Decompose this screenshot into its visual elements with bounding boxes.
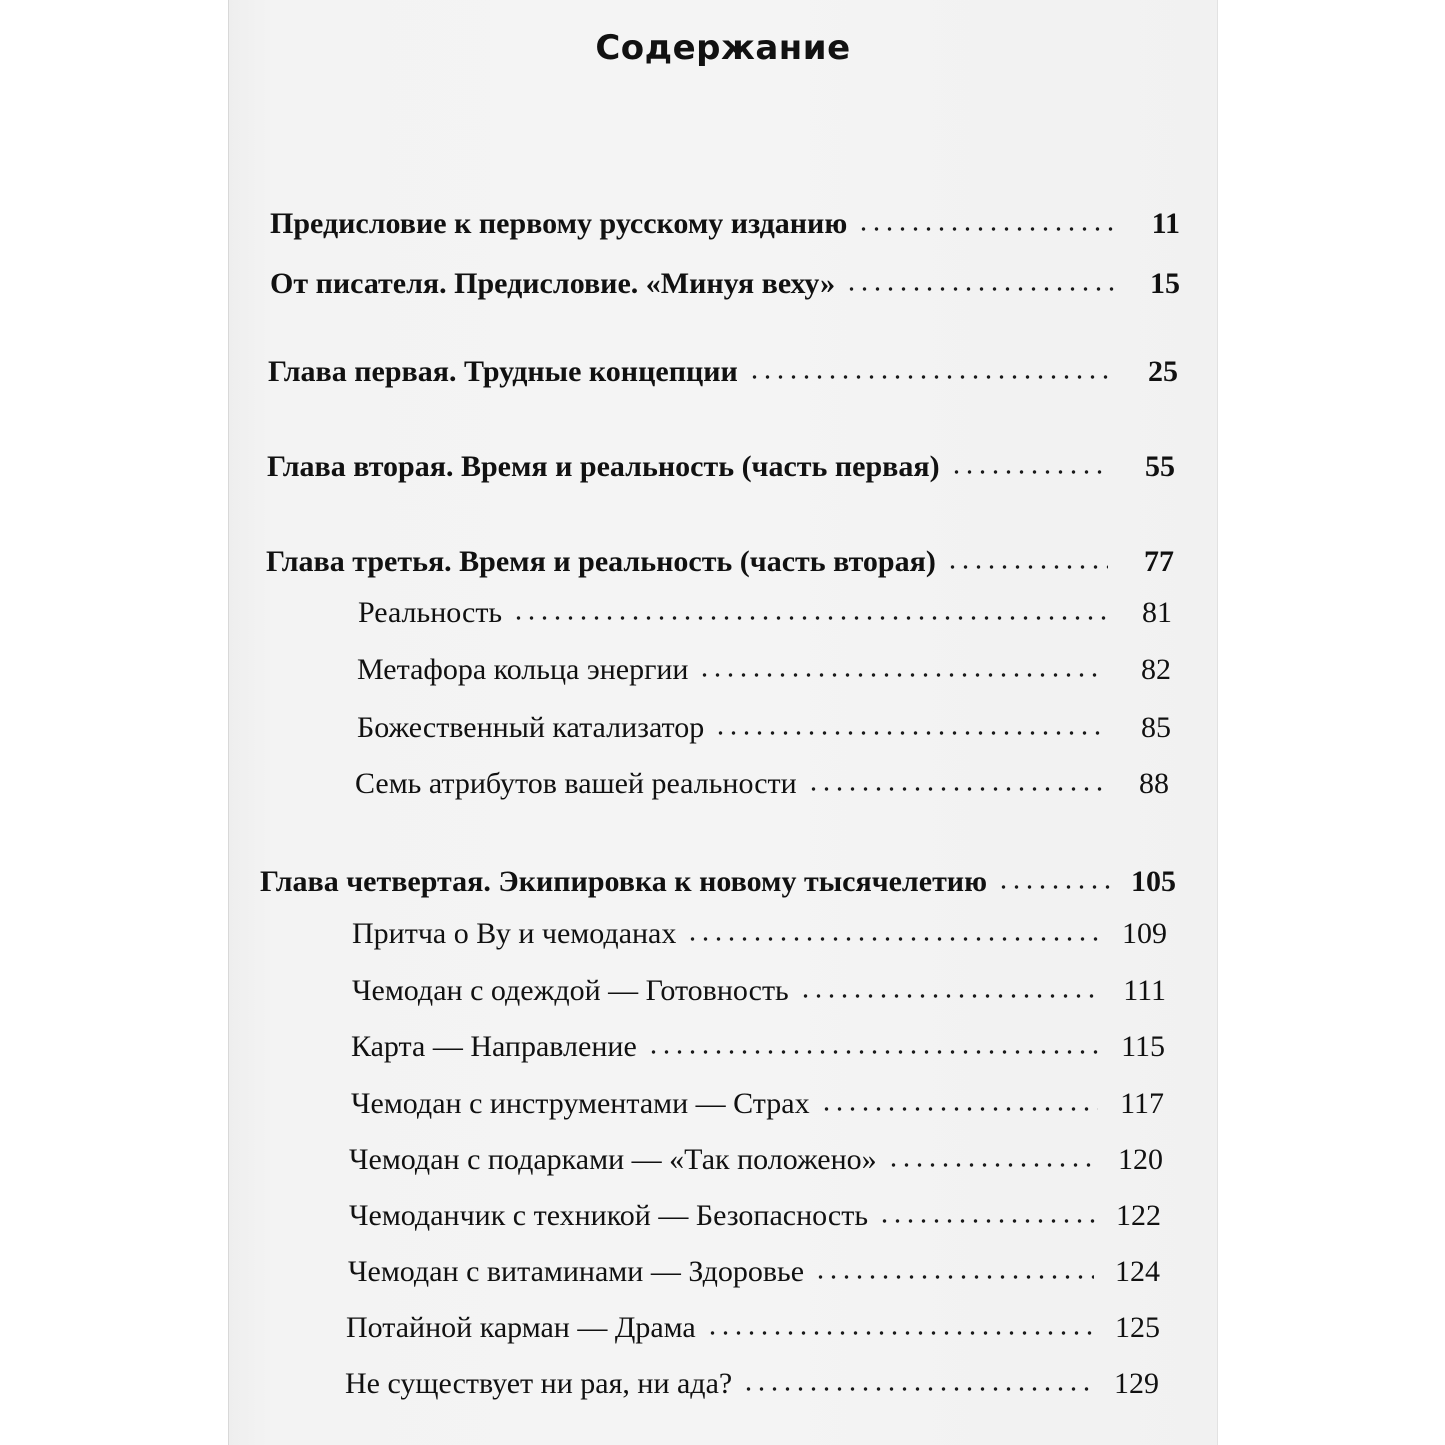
dot-leader (845, 286, 1114, 292)
toc-entry-title: Глава третья. Время и реальность (часть вторая) (266, 545, 936, 578)
toc-entry-title: Глава первая. Трудные концепции (268, 355, 738, 388)
dot-leader (512, 615, 1106, 621)
toc-entry (349, 1199, 1161, 1233)
toc-entry (357, 711, 1171, 745)
dot-leader (706, 1330, 1094, 1336)
toc-entry-title: Чемодан с витаминами — Здоровье (348, 1255, 805, 1288)
toc-page-number: 11 (1151, 207, 1180, 240)
dot-leader (748, 374, 1112, 380)
toc-page-number: 85 (1141, 711, 1171, 744)
toc-entry (351, 1087, 1164, 1121)
toc-entry-title: Предисловие к первому русскому изданию (270, 207, 848, 240)
toc-entry-title: Не существует ни рая, ни ада? (345, 1367, 733, 1400)
toc-page-number: 122 (1116, 1199, 1161, 1232)
toc-page-number: 124 (1115, 1255, 1160, 1288)
toc-page-number: 105 (1131, 865, 1176, 898)
toc-entry-title: Чемодан с инструментами — Страх (351, 1087, 810, 1120)
toc-entry (346, 1311, 1160, 1345)
toc-entry-title: Чемодан с одеждой — Готовность (352, 974, 789, 1007)
toc-entry (358, 596, 1172, 630)
toc-entry (355, 767, 1169, 801)
toc-page-number: 88 (1139, 767, 1169, 800)
toc-entry-title: Божественный катализатор (357, 711, 705, 744)
dot-leader (647, 1049, 1099, 1055)
dot-leader (686, 936, 1101, 942)
toc-entry-title: Реальность (358, 596, 503, 629)
toc-entry (266, 545, 1174, 579)
toc-page-number: 117 (1120, 1087, 1164, 1120)
toc-page-number: 115 (1121, 1030, 1165, 1063)
toc-page-number: 15 (1150, 267, 1180, 300)
toc-entry-title: Карта — Направление (351, 1030, 637, 1063)
dot-leader (946, 564, 1108, 570)
dot-leader (878, 1218, 1095, 1224)
toc-page-number: 129 (1114, 1367, 1159, 1400)
dot-leader (799, 993, 1100, 999)
toc-entry (348, 1255, 1160, 1289)
toc-entry (260, 865, 1176, 899)
dot-leader (698, 672, 1105, 678)
toc-entry-title: Глава вторая. Время и реальность (часть первая) (267, 450, 940, 483)
toc-entry (345, 1367, 1159, 1401)
toc-entry-title: От писателя. Предисловие. «Минуя веху» (270, 267, 836, 300)
toc-page-number: 81 (1142, 596, 1172, 629)
toc-entry (270, 267, 1180, 301)
toc-page-number: 55 (1145, 450, 1175, 483)
toc-page-number: 109 (1122, 917, 1167, 950)
dot-leader (950, 469, 1109, 475)
dot-leader (807, 786, 1103, 792)
dot-leader (742, 1386, 1093, 1392)
toc-entry (351, 1030, 1165, 1064)
toc-entry-title: Притча о Ву и чемоданах (352, 917, 677, 950)
dot-leader (820, 1106, 1098, 1112)
toc-page-number: 77 (1144, 545, 1174, 578)
dot-leader (714, 730, 1105, 736)
dot-leader (857, 226, 1114, 232)
toc-entry (349, 1143, 1163, 1177)
toc-entry (352, 917, 1167, 951)
toc-title: Содержание (595, 28, 851, 68)
dot-leader (997, 884, 1110, 890)
toc-page-number: 111 (1123, 974, 1166, 1007)
toc-entry (268, 355, 1178, 389)
toc-page-number: 120 (1118, 1143, 1163, 1176)
toc-entry (357, 653, 1171, 687)
toc-entry (267, 450, 1175, 484)
toc-entry-title: Чемоданчик с техникой — Безопасность (349, 1199, 869, 1232)
dot-leader (814, 1274, 1094, 1280)
toc-page-number: 82 (1141, 653, 1171, 686)
dot-leader (887, 1162, 1097, 1168)
toc-entry (352, 974, 1166, 1008)
toc-entry (270, 207, 1180, 241)
toc-page-number: 125 (1115, 1311, 1160, 1344)
toc-entry-title: Метафора кольца энергии (357, 653, 689, 686)
toc-entry-title: Потайной карман — Драма (346, 1311, 696, 1344)
toc-entry-title: Семь атрибутов вашей реальности (355, 767, 797, 800)
book-page (228, 0, 1218, 1445)
toc-entry-title: Чемодан с подарками — «Так положено» (349, 1143, 877, 1176)
toc-entry-title: Глава четвертая. Экипировка к новому тысячелетию (260, 865, 988, 898)
toc-page-number: 25 (1148, 355, 1178, 388)
